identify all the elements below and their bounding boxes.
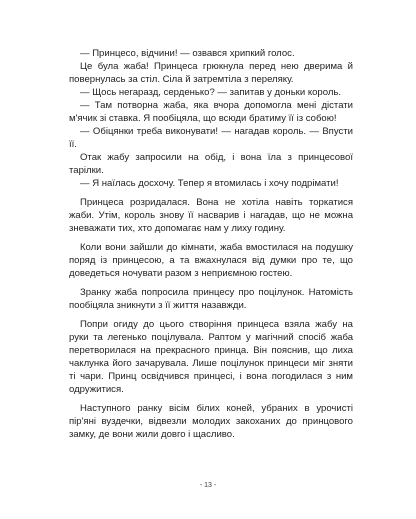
paragraph-2: Це була жаба! Принцеса грюкнула перед нею дверима й повернулась за стіл. Сіла й затремтіла з переляку.	[69, 61, 353, 85]
paragraph-3: — Щось негаразд, серденько? — запитав у доньки король.	[80, 87, 342, 98]
paragraph-11: Попри огиду до цього створіння принцеса взяла жабу на руки та легенько поцілувала. Раптом у магічний спосіб жаба перетворилася на прекрасного принца. Він пояснив, що лиха чаклунка його зачарувала. Лише поцілунок принцеси міг зняти ті чари. Принц освідчився принцесі, і вона погодилася з ним одружитися.	[69, 319, 353, 395]
paragraph-5: — Обіцянки треба виконувати! — нагадав король. — Впусти її.	[69, 126, 353, 150]
paragraph-9: Коли вони зайшли до кімнати, жаба вмостилася на подушку поряд із принцесою, а та вжахнулася від думки про те, що доведеться ночувати разом з неприємною гостею.	[69, 242, 353, 279]
paragraph-4: — Там потворна жаба, яка вчора допомогла мені дістати м'ячик зі ставка. Я пообіцяла, що всюди братиму її із собою!	[69, 100, 353, 124]
paragraph-8: Принцеса розридалася. Вона не хотіла навіть торкатися жаби. Утім, король знову її насварив і нагадав, що не можна зневажати тих, хто допомагає нам у лиху годину.	[69, 197, 353, 234]
page-number: - 13 -	[199, 482, 217, 489]
paragraph-10: Зранку жаба попросила принцесу про поцілунок. Натомість пообіцяла зникнути з її життя назавжди.	[69, 287, 353, 311]
paragraph-1: — Принцесо, відчини! — озвався хрипкий голос.	[80, 48, 295, 59]
story-text	[69, 47, 353, 441]
paragraph-6: Отак жабу запросили на обід, і вона їла з принцесової тарілки.	[69, 152, 353, 176]
paragraph-7: — Я наїлась досхочу. Тепер я втомилась і хочу подрімати!	[80, 178, 339, 189]
paragraph-12: Наступного ранку вісім білих коней, убраних в урочисті пір'яні вуздечки, відвезли молодих закоханих до принцового замку, де вони жили довго і щасливо.	[69, 403, 353, 440]
